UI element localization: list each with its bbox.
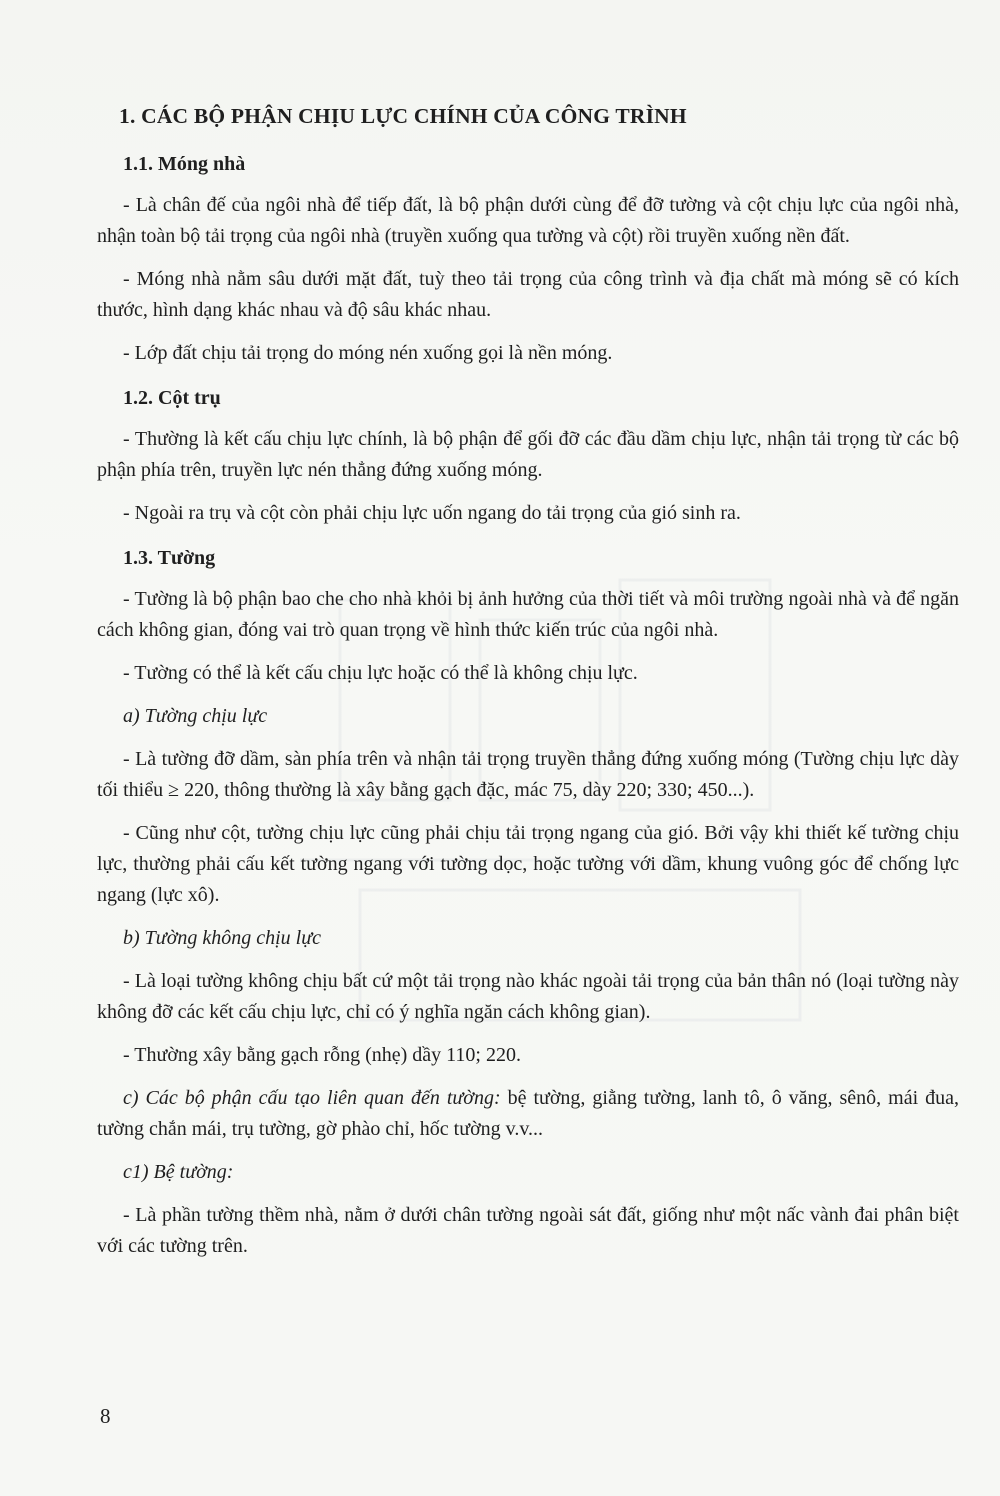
subsection-title-tuong: 1.3. Tường xyxy=(123,547,216,569)
item-heading-c: c) Các bộ phận cấu tạo liên quan đến tường: xyxy=(123,1087,501,1109)
page-content xyxy=(97,104,959,1274)
item-c-text: bệ tường, giằng tường, lanh tô, ô văng, sênô, mái đua, tường chắn mái, trụ tường, gờ phào chỉ, hốc tường v.v... xyxy=(97,1087,959,1140)
paragraph: - Là chân đế của ngôi nhà để tiếp đất, là bộ phận dưới cùng để đỡ tường và cột chịu lực của ngôi nhà, nhận toàn bộ tải trọng của ngôi nhà (truyền xuống qua tường và cột) rồi truyền xuống nền đất. xyxy=(97,194,959,247)
paragraph: - Là loại tường không chịu bất cứ một tải trọng nào khác ngoài tải trọng của bản thân nó (loại tường này không đỡ các kết cấu chịu lực, chỉ có ý nghĩa ngăn cách không gian). xyxy=(97,970,959,1023)
paragraph: - Móng nhà nằm sâu dưới mặt đất, tuỳ theo tải trọng của công trình và địa chất mà móng sẽ có kích thước, hình dạng khác nhau và độ sâu khác nhau. xyxy=(97,268,959,321)
subsection-title-mong-nha: 1.1. Móng nhà xyxy=(123,153,246,175)
paragraph: - Thường là kết cấu chịu lực chính, là bộ phận để gối đỡ các đầu dầm chịu lực, nhận tải trọng từ các bộ phận phía trên, truyền lực nén thẳng đứng xuống móng. xyxy=(97,428,959,481)
paragraph: - Cũng như cột, tường chịu lực cũng phải chịu tải trọng ngang của gió. Bởi vậy khi thiết kế tường chịu lực, thường phải cấu kết tường ngang với tường dọc, hoặc tường với dầm, khung vuông góc để chống lực ngang (lực xô). xyxy=(97,822,959,906)
paragraph: - Là phần tường thềm nhà, nằm ở dưới chân tường ngoài sát đất, giống như một nấc vành đai phân biệt với các tường trên. xyxy=(97,1204,959,1257)
section-heading: 1. CÁC BỘ PHẬN CHỊU LỰC CHÍNH CỦA CÔNG TRÌNH xyxy=(119,104,687,128)
paragraph: - Tường có thể là kết cấu chịu lực hoặc có thể là không chịu lực. xyxy=(123,662,638,684)
paragraph: - Ngoài ra trụ và cột còn phải chịu lực uốn ngang do tải trọng của gió sinh ra. xyxy=(123,502,741,524)
item-heading-b: b) Tường không chịu lực xyxy=(123,927,322,949)
paragraph: - Tường là bộ phận bao che cho nhà khỏi bị ảnh hưởng của thời tiết và môi trường ngoài nhà và để ngăn cách không gian, đóng vai trò quan trọng về hình thức kiến trúc của ngôi nhà. xyxy=(97,588,959,641)
paragraph: - Là tường đỡ dầm, sàn phía trên và nhận tải trọng truyền thẳng đứng xuống móng (Tường chịu lực dày tối thiểu ≥ 220, thông thường là xây bằng gạch đặc, mác 75, dày 220; 330; 450...). xyxy=(97,748,959,801)
page-number: 8 xyxy=(100,1404,111,1428)
paragraph-c xyxy=(97,1083,959,1145)
paragraph: - Lớp đất chịu tải trọng do móng nén xuống gọi là nền móng. xyxy=(123,342,613,364)
subsection-title-cot-tru: 1.2. Cột trụ xyxy=(123,387,221,409)
paragraph: - Thường xây bằng gạch rỗng (nhẹ) dầy 110; 220. xyxy=(123,1044,521,1066)
item-heading-c1: c1) Bệ tường: xyxy=(123,1161,234,1183)
item-heading-a: a) Tường chịu lực xyxy=(123,705,268,727)
